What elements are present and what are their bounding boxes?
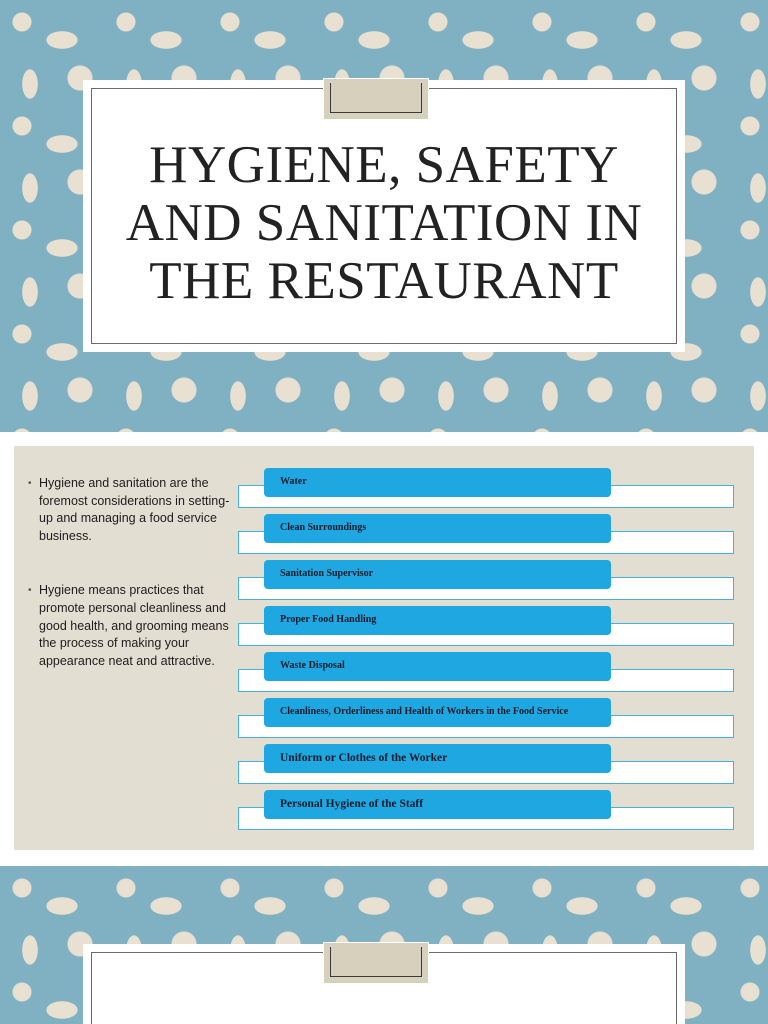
- list-item: [14, 560, 754, 606]
- list-item-label: Proper Food Handling: [264, 606, 611, 635]
- title-card-tab: [323, 78, 429, 120]
- bullet-icon: •: [28, 478, 32, 489]
- title-card: [83, 80, 685, 352]
- title-slide: [0, 0, 768, 432]
- bullet-text: Hygiene means practices that promote personal cleanliness and good health, and grooming means the process of making your appearance neat and attractive.: [39, 583, 229, 668]
- list-item: [14, 514, 754, 560]
- list-item-label: Uniform or Clothes of the Worker: [264, 744, 611, 773]
- list-item-label: Personal Hygiene of the Staff: [264, 790, 611, 819]
- bullet-text: Hygiene and sanitation are the foremost considerations in setting-up and managing a food service business.: [39, 476, 230, 543]
- list-item: [14, 698, 754, 744]
- hygiene-items-list: [14, 446, 754, 850]
- list-item-label: Waste Disposal: [264, 652, 611, 681]
- bullet-icon: •: [28, 585, 32, 597]
- slide-title: HYGIENE, SAFETY AND SANITATION IN THE RESTAURANT: [125, 136, 643, 310]
- content-slide: [14, 446, 754, 850]
- list-item-label: Cleanliness, Orderliness and Health of Workers in the Food Service: [264, 698, 611, 727]
- title-card-tab: [323, 942, 429, 984]
- title-card: [83, 944, 685, 1024]
- list-item: [14, 744, 754, 790]
- list-item-label: Sanitation Supervisor: [264, 560, 611, 589]
- list-item: [14, 790, 754, 836]
- list-item: [14, 468, 754, 514]
- next-title-slide: [0, 866, 768, 1024]
- list-item-label: Water: [264, 468, 611, 497]
- list-item-label: Clean Surroundings: [264, 514, 611, 543]
- list-item: [14, 606, 754, 652]
- list-item: [14, 652, 754, 698]
